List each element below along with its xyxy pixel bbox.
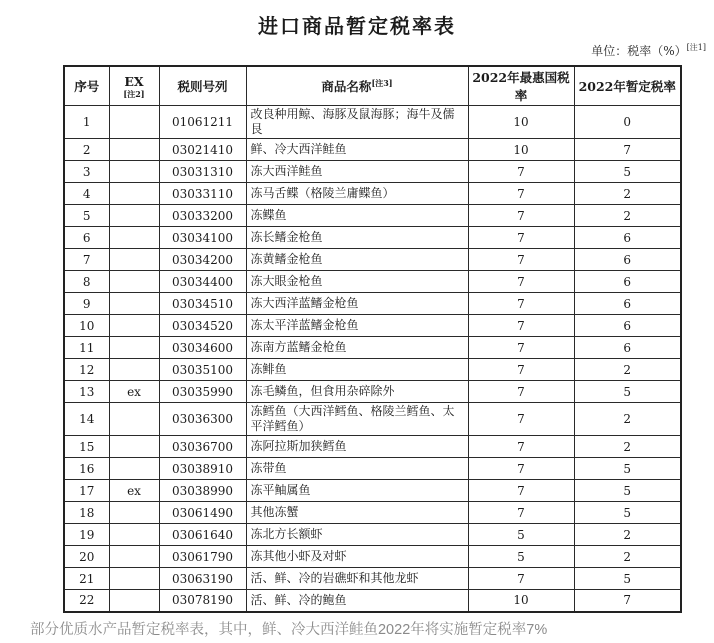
- column-header-serial-number: 序号: [64, 66, 109, 106]
- cell-ex: [109, 139, 159, 161]
- table-row: [64, 227, 681, 249]
- cell-no: 15: [64, 436, 109, 458]
- cell-name: 冻鲱鱼: [246, 359, 468, 381]
- cell-code: 03061790: [159, 546, 246, 568]
- table-row: [64, 502, 681, 524]
- table-row: [64, 249, 681, 271]
- cell-name: 活、鲜、冷的岩礁虾和其他龙虾: [246, 568, 468, 590]
- cell-prov: 2: [574, 205, 681, 227]
- cell-code: 03035990: [159, 381, 246, 403]
- cell-mfn: 7: [468, 183, 574, 205]
- table-row: [64, 546, 681, 568]
- table-row: [64, 106, 681, 139]
- cell-ex: [109, 293, 159, 315]
- cell-no: 18: [64, 502, 109, 524]
- cell-mfn: 10: [468, 590, 574, 612]
- cell-ex: [109, 568, 159, 590]
- cell-mfn: 7: [468, 381, 574, 403]
- cell-ex: [109, 315, 159, 337]
- cell-no: 9: [64, 293, 109, 315]
- table-row: [64, 271, 681, 293]
- cell-prov: 5: [574, 161, 681, 183]
- cell-no: 13: [64, 381, 109, 403]
- cell-code: 03034600: [159, 337, 246, 359]
- cell-code: 03038990: [159, 480, 246, 502]
- cell-prov: 6: [574, 337, 681, 359]
- column-header-commodity-name-label: 商品名称: [321, 79, 372, 94]
- cell-prov: 6: [574, 293, 681, 315]
- cell-prov: 5: [574, 381, 681, 403]
- cell-prov: 2: [574, 524, 681, 546]
- cell-prov: 7: [574, 139, 681, 161]
- cell-no: 14: [64, 403, 109, 436]
- cell-prov: 6: [574, 227, 681, 249]
- column-header-mfn-rate: 2022年最惠国税率: [468, 66, 574, 106]
- cell-name: 改良种用鲸、海豚及鼠海豚；海牛及儒艮: [246, 106, 468, 139]
- cell-name: 活、鲜、冷的鲍鱼: [246, 590, 468, 612]
- cell-prov: 5: [574, 502, 681, 524]
- cell-prov: 6: [574, 271, 681, 293]
- cell-ex: [109, 227, 159, 249]
- cell-mfn: 5: [468, 524, 574, 546]
- cell-mfn: 7: [468, 359, 574, 381]
- cell-mfn: 7: [468, 271, 574, 293]
- cell-mfn: 7: [468, 337, 574, 359]
- cell-name: 冻太平洋蓝鳍金枪鱼: [246, 315, 468, 337]
- cell-name: 冻鳕鱼（大西洋鳕鱼、格陵兰鳕鱼、太平洋鳕鱼）: [246, 403, 468, 436]
- table-body: [64, 106, 681, 612]
- cell-name: 冻长鳍金枪鱼: [246, 227, 468, 249]
- cell-mfn: 10: [468, 139, 574, 161]
- cell-mfn: 7: [468, 458, 574, 480]
- cell-ex: [109, 337, 159, 359]
- cell-code: 03034400: [159, 271, 246, 293]
- footer-note: 部分优质水产品暂定税率表，其中，鲜、冷大西洋鲑鱼2022年将实施暂定税率7%: [30, 622, 548, 638]
- cell-mfn: 7: [468, 205, 574, 227]
- cell-name: 冻大眼金枪鱼: [246, 271, 468, 293]
- cell-prov: 2: [574, 436, 681, 458]
- cell-no: 19: [64, 524, 109, 546]
- cell-code: 03036300: [159, 403, 246, 436]
- cell-prov: 5: [574, 568, 681, 590]
- cell-name: 冻毛鳞鱼，但食用杂碎除外: [246, 381, 468, 403]
- table-header-row: [64, 66, 681, 106]
- cell-code: 03033110: [159, 183, 246, 205]
- column-header-tariff-code: 税则号列: [159, 66, 246, 106]
- table-row: [64, 139, 681, 161]
- unit-note-superscript: [注1]: [686, 43, 706, 52]
- cell-code: 03021410: [159, 139, 246, 161]
- cell-name: 冻大西洋蓝鳍金枪鱼: [246, 293, 468, 315]
- cell-prov: 6: [574, 249, 681, 271]
- table-row: [64, 524, 681, 546]
- cell-no: 21: [64, 568, 109, 590]
- cell-name: 冻平鲉属鱼: [246, 480, 468, 502]
- cell-prov: 2: [574, 403, 681, 436]
- cell-code: 03034100: [159, 227, 246, 249]
- column-header-commodity-name: [246, 66, 468, 106]
- column-header-commodity-name-note: [注3]: [371, 77, 393, 88]
- cell-code: 03061640: [159, 524, 246, 546]
- cell-ex: [109, 546, 159, 568]
- cell-ex: [109, 403, 159, 436]
- cell-ex: [109, 436, 159, 458]
- cell-ex: [109, 161, 159, 183]
- cell-code: 01061211: [159, 106, 246, 139]
- cell-no: 16: [64, 458, 109, 480]
- column-header-ex-label: EX: [124, 74, 144, 89]
- column-header-provisional-rate: 2022年暂定税率: [574, 66, 681, 106]
- cell-no: 17: [64, 480, 109, 502]
- table-row: [64, 161, 681, 183]
- cell-code: 03034510: [159, 293, 246, 315]
- cell-ex: [109, 271, 159, 293]
- column-header-ex-note: [注2]: [123, 89, 145, 99]
- cell-ex: ex: [109, 480, 159, 502]
- cell-mfn: 7: [468, 568, 574, 590]
- cell-prov: 7: [574, 590, 681, 612]
- cell-mfn: 7: [468, 315, 574, 337]
- cell-name: 其他冻蟹: [246, 502, 468, 524]
- table-row: [64, 403, 681, 436]
- cell-name: 冻其他小虾及对虾: [246, 546, 468, 568]
- cell-name: 冻北方长额虾: [246, 524, 468, 546]
- cell-mfn: 7: [468, 161, 574, 183]
- table-row: [64, 205, 681, 227]
- cell-ex: [109, 458, 159, 480]
- cell-prov: 0: [574, 106, 681, 139]
- cell-code: 03061490: [159, 502, 246, 524]
- cell-no: 3: [64, 161, 109, 183]
- cell-code: 03038910: [159, 458, 246, 480]
- column-header-ex: [109, 66, 159, 106]
- cell-name: 冻大西洋鲑鱼: [246, 161, 468, 183]
- cell-ex: ex: [109, 381, 159, 403]
- cell-no: 2: [64, 139, 109, 161]
- cell-code: 03063190: [159, 568, 246, 590]
- cell-ex: [109, 524, 159, 546]
- table-row: [64, 337, 681, 359]
- cell-no: 7: [64, 249, 109, 271]
- cell-ex: [109, 205, 159, 227]
- cell-ex: [109, 590, 159, 612]
- cell-name: 冻带鱼: [246, 458, 468, 480]
- cell-mfn: 7: [468, 227, 574, 249]
- cell-prov: 5: [574, 480, 681, 502]
- cell-name: 冻南方蓝鳍金枪鱼: [246, 337, 468, 359]
- cell-ex: [109, 183, 159, 205]
- cell-prov: 2: [574, 183, 681, 205]
- cell-mfn: 5: [468, 546, 574, 568]
- cell-name: 冻鲽鱼: [246, 205, 468, 227]
- cell-no: 4: [64, 183, 109, 205]
- cell-no: 5: [64, 205, 109, 227]
- table-row: [64, 183, 681, 205]
- cell-code: 03031310: [159, 161, 246, 183]
- cell-mfn: 7: [468, 480, 574, 502]
- cell-no: 6: [64, 227, 109, 249]
- table-row: [64, 359, 681, 381]
- cell-ex: [109, 359, 159, 381]
- cell-ex: [109, 502, 159, 524]
- cell-mfn: 7: [468, 502, 574, 524]
- cell-code: 03034200: [159, 249, 246, 271]
- table-row: [64, 458, 681, 480]
- tariff-table: [63, 65, 682, 613]
- cell-mfn: 7: [468, 249, 574, 271]
- cell-name: 冻马舌鲽（格陵兰庸鲽鱼）: [246, 183, 468, 205]
- table-row: [64, 381, 681, 403]
- page-title: 进口商品暂定税率表: [258, 14, 456, 38]
- cell-name: 冻阿拉斯加狭鳕鱼: [246, 436, 468, 458]
- table-row: [64, 568, 681, 590]
- cell-no: 8: [64, 271, 109, 293]
- cell-mfn: 7: [468, 293, 574, 315]
- cell-prov: 5: [574, 458, 681, 480]
- cell-prov: 2: [574, 546, 681, 568]
- cell-code: 03078190: [159, 590, 246, 612]
- table-row: [64, 590, 681, 612]
- table-row: [64, 293, 681, 315]
- cell-no: 22: [64, 590, 109, 612]
- cell-prov: 2: [574, 359, 681, 381]
- cell-ex: [109, 249, 159, 271]
- cell-code: 03034520: [159, 315, 246, 337]
- cell-no: 11: [64, 337, 109, 359]
- cell-code: 03035100: [159, 359, 246, 381]
- cell-mfn: 7: [468, 403, 574, 436]
- cell-no: 12: [64, 359, 109, 381]
- cell-ex: [109, 106, 159, 139]
- table-row: [64, 480, 681, 502]
- cell-name: 冻黄鳍金枪鱼: [246, 249, 468, 271]
- cell-mfn: 10: [468, 106, 574, 139]
- table-row: [64, 315, 681, 337]
- cell-no: 20: [64, 546, 109, 568]
- cell-name: 鲜、冷大西洋鲑鱼: [246, 139, 468, 161]
- cell-code: 03036700: [159, 436, 246, 458]
- unit-label-text: 单位：税率（%）: [591, 44, 687, 58]
- cell-mfn: 7: [468, 436, 574, 458]
- unit-label: [591, 42, 706, 59]
- cell-no: 1: [64, 106, 109, 139]
- table-row: [64, 436, 681, 458]
- cell-prov: 6: [574, 315, 681, 337]
- cell-code: 03033200: [159, 205, 246, 227]
- cell-no: 10: [64, 315, 109, 337]
